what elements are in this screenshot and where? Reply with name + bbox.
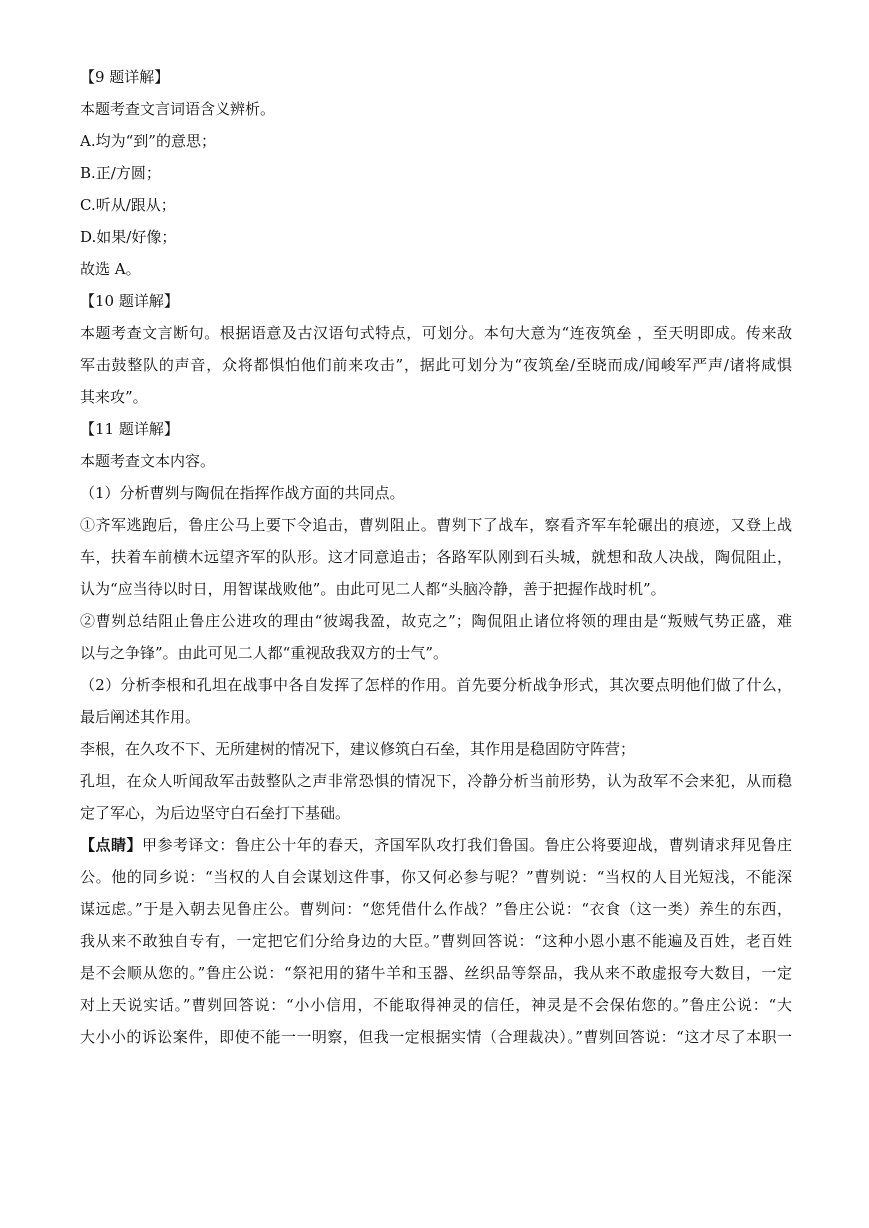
q11-line: 李根，在久攻不下、无所建树的情况下，建议修筑白石垒，其作用是稳固防守阵营； xyxy=(80,740,636,758)
q9-line: 故选 A。 xyxy=(80,260,141,278)
q11-line: 定了军心，为后边坚守白石垒打下基础。 xyxy=(80,804,351,822)
dianjing-line: 我从来不敢独自专有，一定把它们分给身边的大臣。”曹刿回答说：“这种小恩小惠不能遍及百姓，老百姓 xyxy=(80,932,792,950)
q9-heading: 【9 题详解】 xyxy=(80,68,170,86)
dianjing-line: 谋远虑。”于是入朝去见鲁庄公。曹刿问：“您凭借什么作战？”鲁庄公说：“衣食（这一类）养生的东西， xyxy=(80,900,792,918)
q11-line: 车，扶着车前横木远望齐军的队形。这才同意追击；各路军队刚到石头城，就想和敌人决战，陶侃阻止， xyxy=(80,548,792,566)
q10-line: 本题考查文言断句。根据语意及古汉语句式特点，可划分。本句大意为“连夜筑垒 ，至天明即成。传来敌 xyxy=(80,324,792,342)
q11-line: 本题考查文本内容。 xyxy=(80,452,216,470)
q9-line: D.如果/好像； xyxy=(80,228,177,246)
q11-line: ①齐军逃跑后，鲁庄公马上要下令追击，曹刿阻止。曹刿下了战车，察看齐军车轮碾出的痕迹，又登上战 xyxy=(80,516,792,534)
q11-line: 孔坦，在众人听闻敌军击鼓整队之声非常恐惧的情况下，冷静分析当前形势，认为敌军不会来犯，从而稳 xyxy=(80,772,792,790)
q9-line: C.听从/跟从； xyxy=(80,196,176,214)
q10-heading: 【10 题详解】 xyxy=(80,292,179,310)
q10-line: 军击鼓整队的声音，众将都惧怕他们前来攻击”，据此可划分为“夜筑垒/至晓而成/闻峻军严声/诸将咸惧 xyxy=(80,356,792,374)
q11-line: 认为“应当待以时日，用智谋战败他”。由此可见二人都“头脑冷静，善于把握作战时机”。 xyxy=(80,580,666,598)
dianjing-line: 对上天说实话。”曹刿回答说：“小小信用，不能取得神灵的信任，神灵是不会保佑您的。”鲁庄公说：“大 xyxy=(80,996,792,1014)
dianjing-line: 大小小的诉讼案件，即使不能一一明察，但我一定根据实情（合理裁决）。”曹刿回答说：“这才尽了本职一 xyxy=(80,1028,792,1046)
q11-line: ②曹刿总结阻止鲁庄公进攻的理由“彼竭我盈，故克之”；陶侃阻止诸位将领的理由是“叛贼气势正盛，难 xyxy=(80,612,792,630)
dianjing-line: 公。他的同乡说：“当权的人自会谋划这件事，你又何必参与呢？”曹刿说：“当权的人目光短浅，不能深 xyxy=(80,868,792,886)
q9-line: A.均为“到”的意思； xyxy=(80,132,216,150)
q11-line: 最后阐述其作用。 xyxy=(80,708,201,726)
q11-line: （1）分析曹刿与陶侃在指挥作战方面的共同点。 xyxy=(80,484,405,502)
q11-line: （2）分析李根和孔坦在战事中各自发挥了怎样的作用。首先要分析战争形式，其次要点明他们做了什么， xyxy=(80,676,792,694)
dianjing-label: 【点睛】 xyxy=(80,836,142,854)
document-page xyxy=(80,61,792,1053)
dianjing-first-line-text: 甲参考译文：鲁庄公十年的春天，齐国军队攻打我们鲁国。鲁庄公将要迎战，曹刿请求拜见鲁庄 xyxy=(141,836,792,854)
dianjing-first-line xyxy=(80,829,792,861)
q10-line: 其来攻”。 xyxy=(80,388,148,406)
q11-line: 以与之争锋”。由此可见二人都“重视敌我双方的士气”。 xyxy=(80,644,449,662)
dianjing-line: 是不会顺从您的。”鲁庄公说：“祭祀用的猪牛羊和玉器、丝织品等祭品，我从来不敢虚报夸大数目，一定 xyxy=(80,964,792,982)
q11-heading: 【11 题详解】 xyxy=(80,420,179,438)
q9-line: 本题考查文言词语含义辨析。 xyxy=(80,100,276,118)
q9-line: B.正/方圆； xyxy=(80,164,161,182)
